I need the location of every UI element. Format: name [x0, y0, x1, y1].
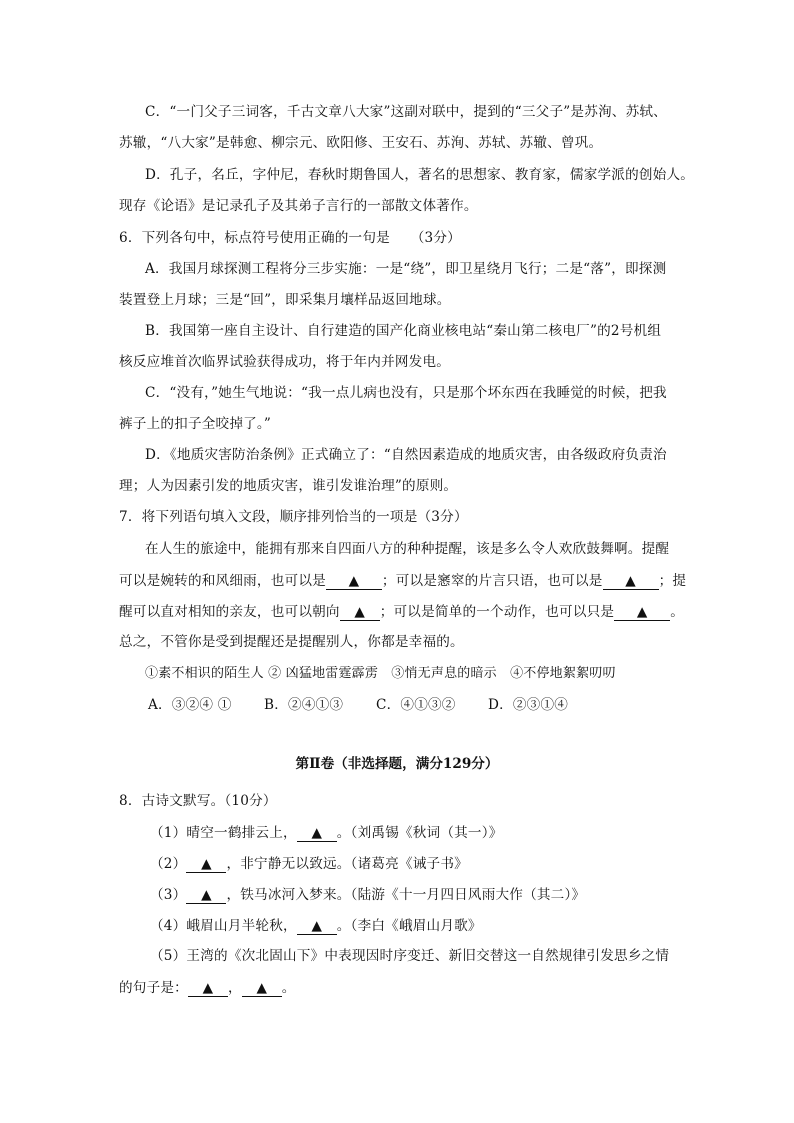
q7-passage-line1: 在人生的旅途中，能拥有那来自四面八方的种种提醒，该是多么令人欢欣鼓舞啊。提醒 — [145, 541, 670, 557]
q8-text: （2） — [150, 856, 187, 872]
q7-passage-line2 — [119, 574, 686, 590]
q8-text: 的句子是： — [119, 980, 188, 996]
q8-text: ，非宁静无以致远。（诸葛亮《诫子书》 — [226, 856, 468, 872]
q7-text: ；提 — [658, 573, 687, 589]
q7-items: ①素不相识的陌生人 ② 凶猛地雷霆霹雳 ③悄无声息的暗示 ④不停地絮絮叨叨 — [145, 666, 616, 681]
q6-option-c-line2: 裤子上的扣子全咬掉了。” — [119, 416, 272, 432]
q6-stem: 6．下列各句中，标点符号使用正确的一句是 （3分） — [119, 230, 461, 246]
q8-item-2 — [150, 857, 468, 873]
q7-text: ；可以是窸窣的片言只语，也可以是 — [381, 573, 603, 589]
q7-choice-d[interactable]: D．②③①④ — [488, 697, 569, 713]
q8-text: ，铁马冰河入梦来。（陆游《十一月四日风雨大作（其二）》 — [226, 887, 586, 903]
answer-blank[interactable]: ▲ — [340, 605, 380, 621]
q6-option-b-line2: 核反应堆首次临界试验获得成功，将于年内并网发电。 — [119, 354, 451, 370]
q7-passage-line4: 总之，不管你是受到提醒还是提醒别人，你都是幸福的。 — [119, 634, 464, 650]
q8-item-3 — [150, 888, 585, 904]
answer-blank[interactable]: ▲ — [614, 605, 670, 621]
answer-blank[interactable]: ▲ — [188, 981, 228, 997]
q6-option-a-line1: A．我国月球探测工程将分三步实施：一是“绕”，即卫星绕月飞行；二是“落”，即探测 — [145, 261, 667, 277]
answer-blank[interactable]: ▲ — [297, 826, 337, 842]
q8-item-1 — [150, 826, 503, 842]
q6-option-b-line1: B．我国第一座自主设计、自行建造的国产化商业核电站“秦山第二核电厂”的2号机组 — [145, 323, 662, 339]
q7-text: 醒可以直对相知的亲友，也可以朝向 — [119, 604, 340, 620]
q6-option-d-line1: D．《地质灾害防治条例》正式确立了：“自然因素造成的地质灾害，由各级政府负责治 — [145, 447, 667, 463]
q6-option-d-line2: 理；人为因素引发的地质灾害，谁引发谁治理”的原则。 — [119, 478, 458, 494]
q8-text: 。 — [281, 980, 296, 996]
q8-item-5-line1: （5）王湾的《次北固山下》中表现因时序变迁、新旧交替这一自然规律引发思乡之情 — [150, 948, 670, 964]
answer-blank[interactable]: ▲ — [242, 981, 282, 997]
q8-text: 。（刘禹锡《秋词（其一）》 — [336, 825, 503, 841]
q8-text: ， — [227, 980, 242, 996]
q8-item-4 — [150, 919, 482, 935]
q7-stem: 7．将下列语句填入文段，顺序排列恰当的一项是（3分） — [119, 509, 468, 525]
q5-option-c-line1: C．“一门父子三词客，千古文章八大家”这副对联中，提到的“三父子”是苏洵、苏轼、 — [145, 104, 667, 120]
q7-text: 。 — [670, 604, 684, 620]
section-title: 第Ⅱ卷（非选择题，满分129分） — [295, 756, 499, 772]
q8-text: （3） — [150, 887, 187, 903]
q7-text: 可以是婉转的和风细雨，也可以是 — [119, 573, 326, 589]
q5-option-d-line1: D．孔子，名丘，字仲尼，春秋时期鲁国人，著名的思想家、教育家，儒家学派的创始人。 — [145, 167, 695, 183]
q7-choice-a[interactable]: A．③②④ ① — [148, 697, 232, 713]
q7-choice-b[interactable]: B．②④①③ — [264, 697, 344, 713]
q8-stem: 8．古诗文默写。（10分） — [119, 793, 277, 809]
q5-option-d-line2: 现存《论语》是记录孔子及其弟子言行的一部散文体著作。 — [119, 198, 478, 214]
q7-choice-c[interactable]: C．④①③② — [376, 697, 456, 713]
q5-option-c-line2: 苏辙，“八大家”是韩愈、柳宗元、欧阳修、王安石、苏洵、苏轼、苏辙、曾巩。 — [119, 135, 603, 151]
q7-text: ；可以是简单的一个动作，也可以只是 — [379, 604, 615, 620]
q8-text: （1）晴空一鹤排云上， — [150, 825, 297, 841]
answer-blank[interactable]: ▲ — [186, 888, 226, 904]
answer-blank[interactable]: ▲ — [603, 574, 659, 590]
q8-text: （4）峨眉山月半轮秋， — [150, 918, 297, 934]
answer-blank[interactable]: ▲ — [297, 919, 337, 935]
answer-blank[interactable]: ▲ — [186, 857, 226, 873]
answer-blank[interactable]: ▲ — [326, 574, 382, 590]
q8-text: 。（李白《峨眉山月歌》 — [336, 918, 482, 934]
q7-passage-line3 — [119, 605, 684, 621]
q6-option-a-line2: 装置登上月球；三是“回”，即采集月壤样品返回地球。 — [119, 292, 451, 308]
q6-option-c-line1: C．“没有，”她生气地说：“我一点儿病也没有，只是那个坏东西在我睡觉的时候，把我 — [145, 385, 667, 401]
q8-item-5-line2 — [119, 981, 296, 997]
